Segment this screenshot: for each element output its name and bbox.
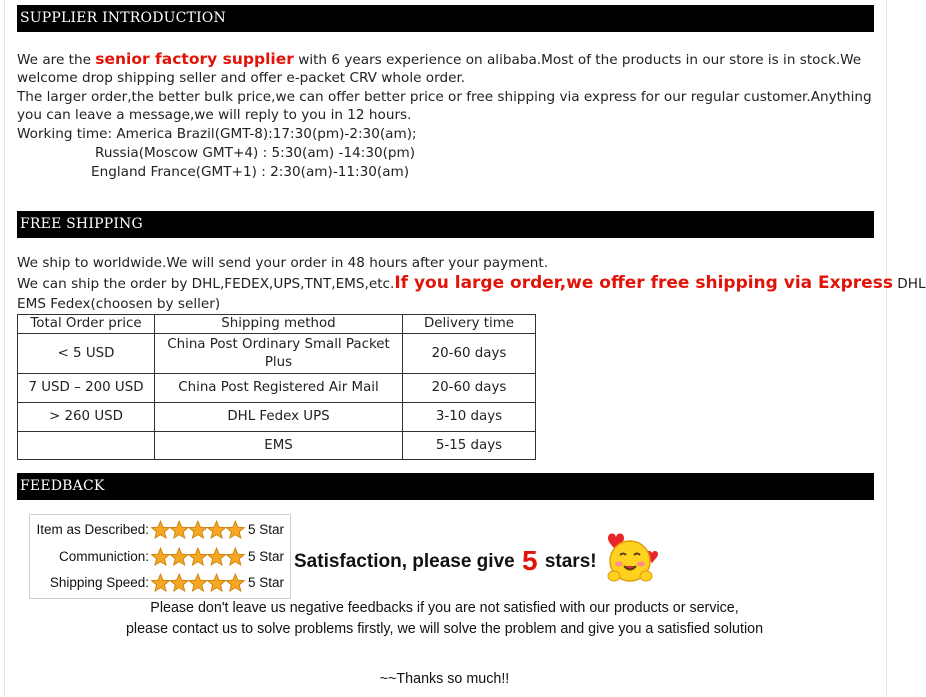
rating-label: Communiction:: [58, 549, 149, 564]
shipping-carriers-text: We can ship the order by DHL,FEDEX,UPS,TNT,EMS,etc.: [17, 276, 395, 292]
star-icon: [151, 521, 169, 538]
row-price: 7 USD – 200 USD: [18, 374, 155, 403]
rating-row-item-described: [30, 518, 290, 542]
satisfaction-text: Satisfaction, please give: [294, 551, 520, 572]
star-icon: [170, 548, 188, 565]
row-time: 20-60 days: [403, 374, 536, 403]
row-price: < 5 USD: [18, 334, 155, 374]
table-row: [18, 403, 536, 432]
row-time: 3-10 days: [403, 403, 536, 432]
rating-label: Item as Described:: [36, 522, 149, 537]
feedback-note-line-2: please contact us to solve problems firstly, we will solve the problem and give you a satisfied solution: [125, 621, 764, 637]
star-icon: [208, 548, 226, 565]
header-total-order-price: Total Order price: [18, 315, 155, 334]
star-rating-icon: [151, 547, 245, 567]
row-price: [18, 432, 155, 460]
feedback-section-header: FEEDBACK: [17, 473, 874, 500]
working-time-russia: Russia(Moscow GMT+4) : 5:30(am) -14:30(pm): [95, 145, 416, 161]
rating-value: 5 Star: [248, 522, 285, 537]
star-icon: [226, 574, 244, 591]
row-time: 20-60 days: [403, 334, 536, 374]
rating-row-communication: [30, 545, 290, 569]
star-icon: [170, 574, 188, 591]
supplier-intro-line-3: The larger order,the better bulk price,we can offer better price or free shipping via express for our regular customer.Anything: [17, 89, 872, 105]
star-rating-icon: [151, 520, 245, 540]
supplier-intro-line-4: you can leave a message,we will reply to you in 12 hours.: [17, 107, 412, 123]
row-method: DHL Fedex UPS: [155, 403, 403, 432]
shipping-line-1: We ship to worldwide.We will send your order in 48 hours after your payment.: [17, 255, 549, 271]
five-highlight: 5: [521, 545, 538, 576]
row-method-line-1: China Post Ordinary Small Packet: [167, 336, 390, 352]
supplier-section-header: SUPPLIER INTRODUCTION: [17, 5, 874, 32]
supplier-intro-line-2: welcome drop shipping seller and offer e-packet CRV whole order.: [17, 70, 466, 86]
star-icon: [189, 574, 207, 591]
satisfaction-text-end: stars!: [539, 551, 597, 572]
table-row: [18, 374, 536, 403]
star-icon: [170, 521, 188, 538]
row-time: 5-15 days: [403, 432, 536, 460]
header-shipping-method: Shipping method: [155, 315, 403, 334]
senior-factory-highlight: senior factory supplier: [95, 50, 294, 68]
star-icon: [208, 521, 226, 538]
table-row: [18, 432, 536, 460]
star-icon: [151, 574, 169, 591]
row-method-line-2: Plus: [264, 354, 293, 370]
satisfaction-message: [294, 545, 597, 577]
working-time-america: Working time: America Brazil(GMT-8):17:30(pm)-2:30(am);: [17, 126, 417, 142]
star-icon: [208, 574, 226, 591]
working-time-england: England France(GMT+1) : 2:30(am)-11:30(am): [91, 164, 410, 180]
shipping-table: [17, 314, 536, 460]
smiley-hearts-icon: [596, 528, 662, 588]
feedback-note-line-1: Please don't leave us negative feedbacks if you are not satisfied with our products or service,: [150, 600, 739, 616]
row-method: [155, 334, 403, 374]
star-icon: [151, 548, 169, 565]
row-method: EMS: [155, 432, 403, 460]
rating-label: Shipping Speed:: [49, 575, 149, 590]
rating-value: 5 Star: [248, 549, 285, 564]
thanks-message: ~~Thanks so much!!: [379, 671, 510, 687]
table-header-row: [18, 315, 536, 334]
shipping-line-2: [17, 274, 926, 294]
header-delivery-time: Delivery time: [403, 315, 536, 334]
rating-value: 5 Star: [248, 575, 285, 590]
rating-box: [29, 514, 291, 599]
supplier-intro-line-1: [17, 50, 861, 70]
row-method: China Post Registered Air Mail: [155, 374, 403, 403]
row-price: > 260 USD: [18, 403, 155, 432]
star-icon: [226, 521, 244, 538]
shipping-line-3: EMS Fedex(choosen by seller): [17, 296, 221, 312]
free-shipping-highlight: If you large order,we offer free shipping via Express: [394, 273, 893, 293]
shipping-section-header: FREE SHIPPING: [17, 211, 874, 238]
shipping-carriers-cont: DHL: [892, 276, 926, 292]
intro-text: We are the: [17, 52, 96, 68]
star-icon: [189, 548, 207, 565]
star-rating-icon: [151, 573, 245, 593]
intro-text-cont: with 6 years experience on alibaba.Most of the products in our store is in stock.We: [293, 52, 862, 68]
table-row: [18, 334, 536, 374]
rating-row-shipping-speed: [30, 571, 290, 595]
star-icon: [226, 548, 244, 565]
star-icon: [189, 521, 207, 538]
